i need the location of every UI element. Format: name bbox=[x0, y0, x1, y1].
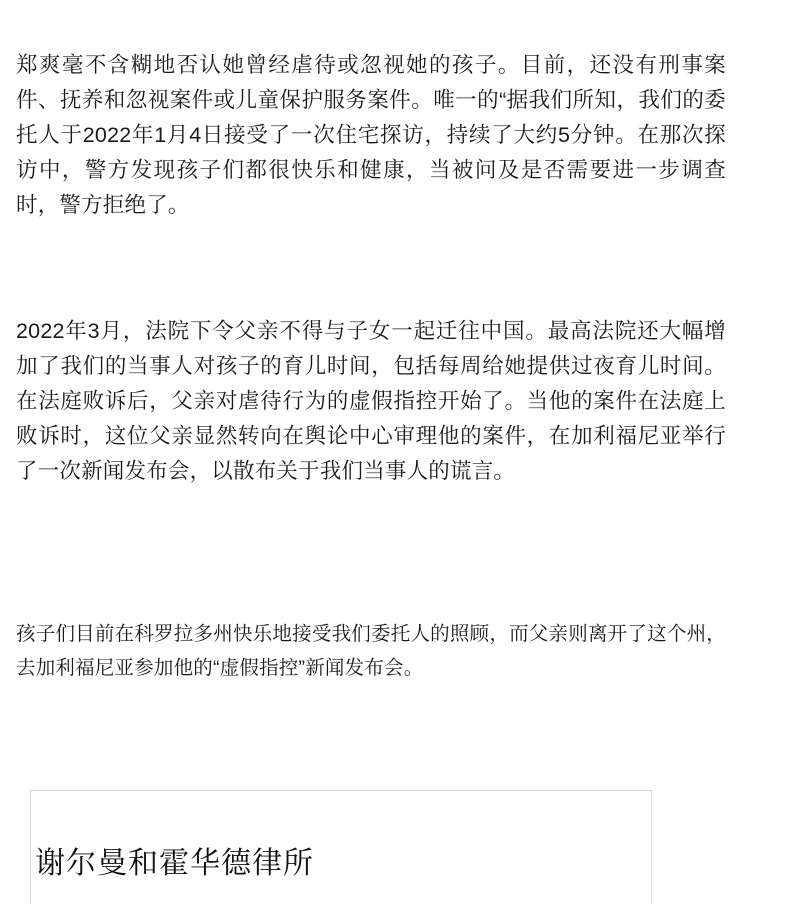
law-firm-signature: 谢尔曼和霍华德律所 bbox=[35, 847, 314, 880]
signature-block bbox=[30, 790, 652, 904]
left-margin bbox=[0, 0, 14, 904]
paragraph-2: 2022年3月，法院下令父亲不得与子女一起迁往中国。最高法院还大幅增加了我们的当事人对孩子的育儿时间，包括每周给她提供过夜育儿时间。在法庭败诉后，父亲对虐待行为的虚假指控开始了。当他的案件在法庭上败诉时，这位父亲显然转向在舆论中心审理他的案件，在加利福尼亚举行了一次新闻发布会，以散布关于我们当事人的谎言。 bbox=[16, 318, 726, 483]
paragraph-3: 孩子们目前在科罗拉多州快乐地接受我们委托人的照顾，而父亲则离开了这个州，去加利福尼亚参加他的“虚假指控”新闻发布会。 bbox=[16, 622, 726, 679]
document-content bbox=[14, 0, 800, 904]
paragraph-1: 郑爽毫不含糊地否认她曾经虐待或忽视她的孩子。目前，还没有刑事案件、抚养和忽视案件或儿童保护服务案件。唯一的“据我们所知，我们的委托人于2022年1月4日接受了一次住宅探访，持续了大约5分钟。在那次探访中，警方发现孩子们都很快乐和健康，当被问及是否需要进一步调查时，警方拒绝了。 bbox=[16, 52, 726, 217]
